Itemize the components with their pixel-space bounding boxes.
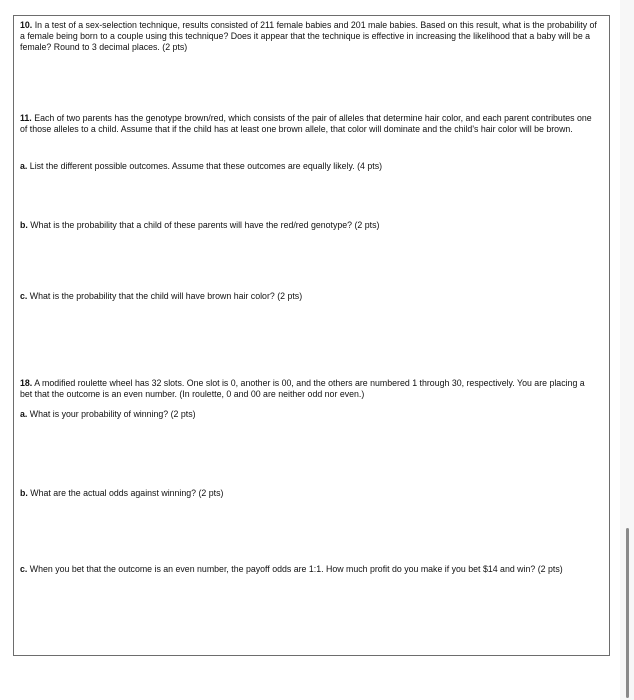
question-18 — [20, 378, 599, 400]
question-11-text: Each of two parents has the genotype brown/red, which consists of the pair of alleles that determine hair color, and each parent contributes one of those alleles to a child. Assume that if the child has at least one brown allele, that color will dominate and the child's hair color will be brown. — [20, 113, 592, 134]
question-18a-label: a. — [20, 409, 28, 419]
scrollbar-thumb[interactable] — [626, 528, 629, 698]
question-18b — [20, 488, 599, 499]
question-11a-label: a. — [20, 161, 28, 171]
question-18a — [20, 409, 599, 420]
question-11c-label: c. — [20, 291, 28, 301]
question-11b-text: What is the probability that a child of these parents will have the red/red genotype? (2 pts) — [30, 220, 380, 230]
question-18a-text: What is your probability of winning? (2 pts) — [29, 409, 196, 419]
question-11a-text: List the different possible outcomes. Assume that these outcomes are equally likely. (4 pts) — [29, 161, 383, 171]
worksheet-box — [13, 15, 610, 656]
question-10 — [20, 20, 599, 53]
question-18-text: A modified roulette wheel has 32 slots. One slot is 0, another is 00, and the others are numbered 1 through 30, respectively. You are placing a bet that the outcome is an even number. (In roulette, 0 and 00 are neither odd nor even.) — [20, 378, 585, 399]
question-10-number: 10. — [20, 20, 33, 30]
question-11b — [20, 220, 599, 231]
question-18b-text: What are the actual odds against winning? (2 pts) — [30, 488, 224, 498]
question-11a — [20, 161, 599, 172]
question-18-number: 18. — [20, 378, 33, 388]
question-18c-text: When you bet that the outcome is an even number, the payoff odds are 1:1. How much profit do you make if you bet $14 and win? (2 pts) — [29, 564, 563, 574]
question-18c — [20, 564, 599, 575]
question-11 — [20, 113, 599, 135]
question-11-number: 11. — [20, 113, 32, 123]
question-18c-label: c. — [20, 564, 28, 574]
question-11b-label: b. — [20, 220, 28, 230]
question-11c-text: What is the probability that the child will have brown hair color? (2 pts) — [29, 291, 303, 301]
question-18b-label: b. — [20, 488, 28, 498]
vertical-scrollbar[interactable] — [620, 0, 634, 700]
question-11c — [20, 291, 599, 302]
question-10-text: In a test of a sex-selection technique, results consisted of 211 female babies and 201 male babies. Based on this result, what is the probability of a female being born to a couple using this technique? Does it appear that the technique is effective in increasing the likelihood that a baby will be a female? Round to 3 decimal places. (2 pts) — [20, 20, 597, 52]
